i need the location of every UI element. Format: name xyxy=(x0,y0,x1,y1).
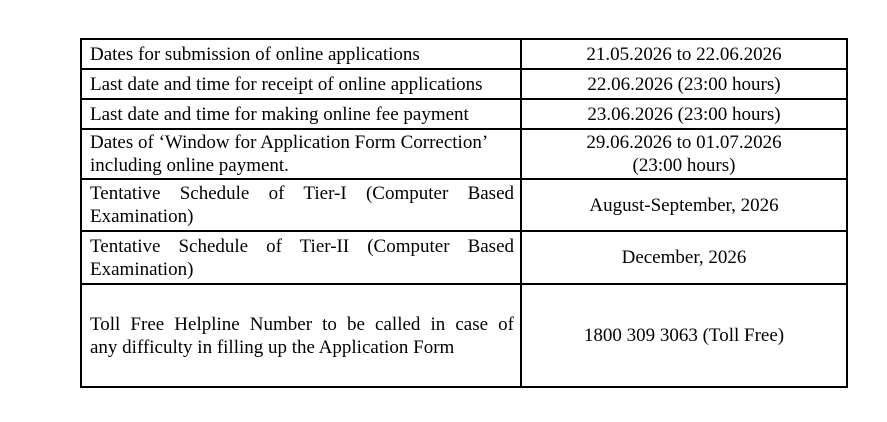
tier2-schedule-label xyxy=(81,231,521,284)
helpline-label-line1: Toll Free Helpline Number to be called in case of xyxy=(90,313,514,335)
schedule-table xyxy=(80,38,848,388)
helpline-value: 1800 309 3063 (Toll Free) xyxy=(521,284,847,387)
submission-dates-value: 21.05.2026 to 22.06.2026 xyxy=(521,39,847,69)
tier1-schedule-label-line1: Tentative Schedule of Tier-I (Computer Based xyxy=(90,183,514,204)
table-row xyxy=(81,129,847,179)
correction-window-value xyxy=(521,129,847,179)
tier1-schedule-label-line2: Examination) xyxy=(90,206,194,227)
tier1-schedule-label xyxy=(81,179,521,231)
fee-payment-deadline-label: Last date and time for making online fee payment xyxy=(81,99,521,129)
correction-window-label-line2: including online payment. xyxy=(90,155,289,176)
table-row xyxy=(81,69,847,99)
fee-payment-deadline-value: 23.06.2026 (23:00 hours) xyxy=(521,99,847,129)
table-row xyxy=(81,179,847,231)
helpline-label xyxy=(81,284,521,387)
correction-window-label-line1: Dates of ‘Window for Application Form Correction’ xyxy=(90,132,489,153)
application-deadline-value: 22.06.2026 (23:00 hours) xyxy=(521,69,847,99)
correction-window-value-line2: (23:00 hours) xyxy=(632,155,736,176)
table-row xyxy=(81,231,847,284)
tier2-schedule-label-line2: Examination) xyxy=(90,258,194,280)
tier2-schedule-label-line1: Tentative Schedule of Tier-II (Computer Based xyxy=(90,235,514,257)
table-row xyxy=(81,99,847,129)
table-row xyxy=(81,284,847,387)
helpline-label-line2: any difficulty in filling up the Application Form xyxy=(90,336,455,358)
application-deadline-label: Last date and time for receipt of online applications xyxy=(81,69,521,99)
tier2-schedule-value: December, 2026 xyxy=(521,231,847,284)
table-row xyxy=(81,39,847,69)
tier1-schedule-value: August-September, 2026 xyxy=(521,179,847,231)
submission-dates-label: Dates for submission of online applications xyxy=(81,39,521,69)
correction-window-value-line1: 29.06.2026 to 01.07.2026 xyxy=(586,132,782,153)
correction-window-label xyxy=(81,129,521,179)
